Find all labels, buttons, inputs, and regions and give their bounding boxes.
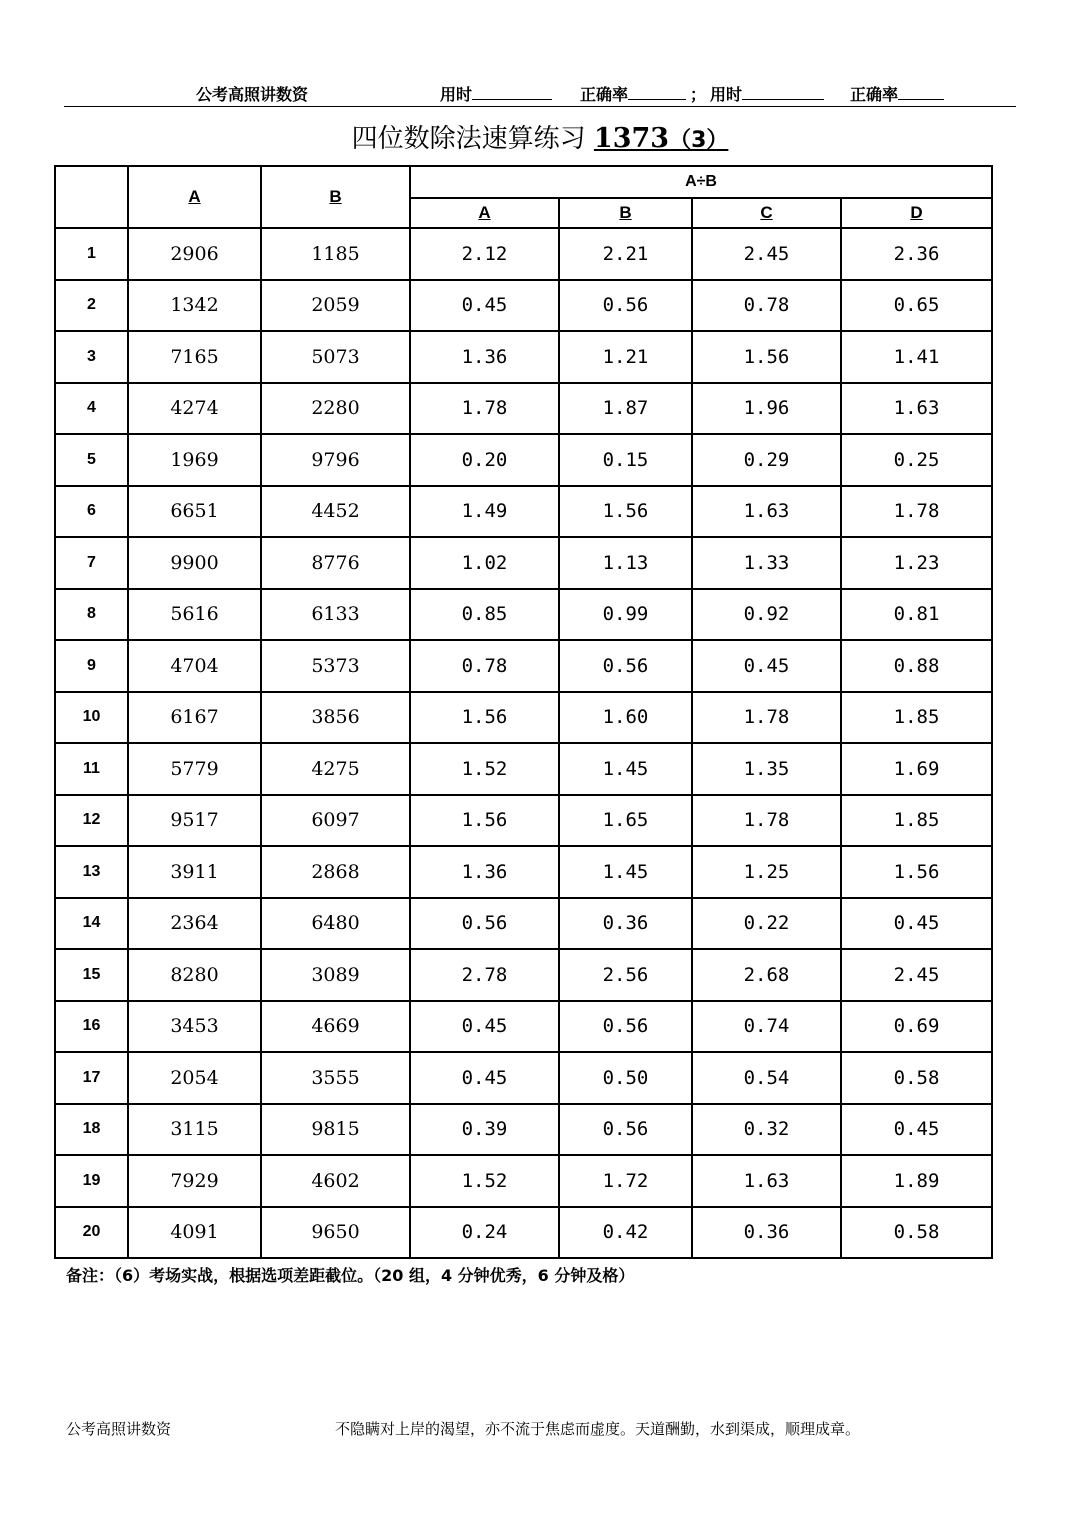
divisor-cell: 4452: [261, 486, 410, 538]
option-a-cell: 0.56: [410, 898, 559, 950]
row-index: 5: [55, 434, 128, 486]
time-label-2: 用时: [710, 85, 743, 104]
option-c-cell: 1.25: [692, 846, 841, 898]
divisor-cell: 9650: [261, 1207, 410, 1259]
table-row: [55, 1207, 992, 1259]
option-a-cell: 1.56: [410, 692, 559, 744]
option-a-cell: 1.52: [410, 1155, 559, 1207]
time-label-1: 用时: [440, 85, 473, 104]
title-number: 1373: [593, 123, 670, 154]
row-index: 4: [55, 383, 128, 435]
dividend-cell: 9900: [128, 537, 261, 589]
divisor-cell: 6133: [261, 589, 410, 641]
option-b-cell: 0.56: [559, 1001, 692, 1053]
page-title: [0, 118, 1080, 155]
exercise-table: [54, 165, 993, 1259]
dividend-cell: 6651: [128, 486, 261, 538]
row-index: 19: [55, 1155, 128, 1207]
row-index: 6: [55, 486, 128, 538]
option-c-cell: 0.74: [692, 1001, 841, 1053]
divisor-cell: 4275: [261, 743, 410, 795]
dividend-cell: 5779: [128, 743, 261, 795]
option-d-cell: 0.65: [841, 280, 992, 332]
divisor-cell: 2868: [261, 846, 410, 898]
divisor-cell: 3555: [261, 1052, 410, 1104]
row-index: 9: [55, 640, 128, 692]
option-a-cell: 0.45: [410, 280, 559, 332]
option-b-cell: 0.56: [559, 640, 692, 692]
option-d-cell: 0.88: [841, 640, 992, 692]
option-c-cell: 1.33: [692, 537, 841, 589]
option-b-header: B: [559, 198, 692, 228]
option-a-header: A: [410, 198, 559, 228]
dividend-cell: 3115: [128, 1104, 261, 1156]
table-row: [55, 640, 992, 692]
column-a-header: A: [128, 166, 261, 228]
divisor-cell: 3089: [261, 949, 410, 1001]
option-d-header: D: [841, 198, 992, 228]
option-a-cell: 1.36: [410, 846, 559, 898]
option-d-cell: 2.36: [841, 228, 992, 280]
option-c-header: C: [692, 198, 841, 228]
title-text: 四位数除法速算练习: [351, 124, 586, 154]
dividend-cell: 8280: [128, 949, 261, 1001]
table-row: [55, 280, 992, 332]
option-c-cell: 2.68: [692, 949, 841, 1001]
table-row: [55, 537, 992, 589]
accuracy-field-1: [580, 82, 686, 105]
option-c-cell: 0.92: [692, 589, 841, 641]
time-field-2: [710, 82, 824, 105]
option-a-cell: 2.12: [410, 228, 559, 280]
option-b-cell: 1.60: [559, 692, 692, 744]
table-row: [55, 331, 992, 383]
row-index: 2: [55, 280, 128, 332]
option-b-cell: 1.45: [559, 846, 692, 898]
option-c-cell: 1.63: [692, 1155, 841, 1207]
option-c-cell: 1.78: [692, 692, 841, 744]
option-b-cell: 1.87: [559, 383, 692, 435]
divisor-cell: 4669: [261, 1001, 410, 1053]
divisor-cell: 4602: [261, 1155, 410, 1207]
option-c-cell: 0.32: [692, 1104, 841, 1156]
option-b-cell: 1.45: [559, 743, 692, 795]
row-index: 10: [55, 692, 128, 744]
row-index: 12: [55, 795, 128, 847]
divisor-cell: 8776: [261, 537, 410, 589]
dividend-cell: 3911: [128, 846, 261, 898]
option-a-cell: 0.24: [410, 1207, 559, 1259]
divisor-cell: 2280: [261, 383, 410, 435]
option-a-cell: 0.85: [410, 589, 559, 641]
row-index: 18: [55, 1104, 128, 1156]
dividend-cell: 4704: [128, 640, 261, 692]
option-a-cell: 1.36: [410, 331, 559, 383]
option-c-cell: 1.96: [692, 383, 841, 435]
option-c-cell: 0.29: [692, 434, 841, 486]
option-a-cell: 0.45: [410, 1001, 559, 1053]
option-d-cell: 1.69: [841, 743, 992, 795]
option-a-cell: 1.49: [410, 486, 559, 538]
dividend-cell: 2054: [128, 1052, 261, 1104]
option-d-cell: 0.58: [841, 1052, 992, 1104]
time-blank-1: [472, 85, 552, 100]
option-c-cell: 0.36: [692, 1207, 841, 1259]
option-a-cell: 1.56: [410, 795, 559, 847]
dividend-cell: 1969: [128, 434, 261, 486]
row-index: 1: [55, 228, 128, 280]
option-d-cell: 1.56: [841, 846, 992, 898]
divisor-cell: 3856: [261, 692, 410, 744]
option-a-cell: 1.52: [410, 743, 559, 795]
option-d-cell: 0.58: [841, 1207, 992, 1259]
option-b-cell: 1.65: [559, 795, 692, 847]
row-index: 13: [55, 846, 128, 898]
accuracy-field-2: [850, 82, 944, 105]
accuracy-blank-1: [628, 85, 686, 100]
option-d-cell: 0.45: [841, 898, 992, 950]
option-c-cell: 1.35: [692, 743, 841, 795]
divisor-cell: 5073: [261, 331, 410, 383]
quotient-group-header: A÷B: [410, 166, 992, 198]
divisor-cell: 9796: [261, 434, 410, 486]
option-b-cell: 0.15: [559, 434, 692, 486]
table-row: [55, 434, 992, 486]
footer-brand: 公考高照讲数资: [66, 1420, 172, 1438]
note-text: 备注：（6）考场实战，根据选项差距截位。（20 组，4 分钟优秀，6 分钟及格）: [66, 1266, 635, 1285]
table-row: [55, 1155, 992, 1207]
option-d-cell: 0.69: [841, 1001, 992, 1053]
dividend-cell: 6167: [128, 692, 261, 744]
title-suffix: （3）: [669, 128, 729, 153]
worksheet-header: [0, 78, 1080, 106]
header-divider: [64, 106, 1016, 107]
footer-motto: 不隐瞒对上岸的渴望，亦不流于焦虑而虚度。天道酬勤，水到渠成，顺理成章。: [335, 1420, 861, 1438]
index-header: [55, 166, 128, 228]
table-row: [55, 898, 992, 950]
option-b-cell: 0.56: [559, 280, 692, 332]
table-row: [55, 1104, 992, 1156]
option-d-cell: 0.25: [841, 434, 992, 486]
option-b-cell: 0.99: [559, 589, 692, 641]
row-index: 14: [55, 898, 128, 950]
divisor-cell: 1185: [261, 228, 410, 280]
table-row: [55, 486, 992, 538]
option-d-cell: 1.41: [841, 331, 992, 383]
dividend-cell: 2906: [128, 228, 261, 280]
dividend-cell: 4091: [128, 1207, 261, 1259]
option-b-cell: 0.42: [559, 1207, 692, 1259]
table-row: [55, 795, 992, 847]
table-body: [55, 228, 992, 1258]
table-row: [55, 1052, 992, 1104]
divisor-cell: 5373: [261, 640, 410, 692]
option-b-cell: 0.50: [559, 1052, 692, 1104]
table-row: [55, 743, 992, 795]
row-index: 17: [55, 1052, 128, 1104]
option-b-cell: 1.21: [559, 331, 692, 383]
option-d-cell: 1.78: [841, 486, 992, 538]
option-b-cell: 0.56: [559, 1104, 692, 1156]
dividend-cell: 4274: [128, 383, 261, 435]
dividend-cell: 3453: [128, 1001, 261, 1053]
row-index: 16: [55, 1001, 128, 1053]
option-d-cell: 1.89: [841, 1155, 992, 1207]
dividend-cell: 1342: [128, 280, 261, 332]
header-separator: ；: [690, 85, 707, 104]
accuracy-blank-2: [898, 85, 944, 100]
dividend-cell: 2364: [128, 898, 261, 950]
option-c-cell: 2.45: [692, 228, 841, 280]
option-c-cell: 0.78: [692, 280, 841, 332]
option-d-cell: 1.23: [841, 537, 992, 589]
divisor-cell: 6097: [261, 795, 410, 847]
option-b-cell: 1.13: [559, 537, 692, 589]
option-b-cell: 2.21: [559, 228, 692, 280]
row-index: 15: [55, 949, 128, 1001]
option-d-cell: 1.85: [841, 795, 992, 847]
accuracy-label-2: 正确率: [850, 85, 899, 104]
table-row: [55, 1001, 992, 1053]
row-index: 7: [55, 537, 128, 589]
option-c-cell: 1.78: [692, 795, 841, 847]
option-b-cell: 0.36: [559, 898, 692, 950]
dividend-cell: 5616: [128, 589, 261, 641]
divisor-cell: 2059: [261, 280, 410, 332]
divisor-cell: 9815: [261, 1104, 410, 1156]
column-b-header: B: [261, 166, 410, 228]
option-a-cell: 1.78: [410, 383, 559, 435]
option-d-cell: 0.81: [841, 589, 992, 641]
option-a-cell: 0.39: [410, 1104, 559, 1156]
table-row: [55, 228, 992, 280]
option-d-cell: 1.85: [841, 692, 992, 744]
row-index: 3: [55, 331, 128, 383]
divisor-cell: 6480: [261, 898, 410, 950]
dividend-cell: 7929: [128, 1155, 261, 1207]
option-d-cell: 2.45: [841, 949, 992, 1001]
option-a-cell: 0.45: [410, 1052, 559, 1104]
option-b-cell: 2.56: [559, 949, 692, 1001]
dividend-cell: 7165: [128, 331, 261, 383]
option-a-cell: 1.02: [410, 537, 559, 589]
row-index: 20: [55, 1207, 128, 1259]
table-row: [55, 589, 992, 641]
option-d-cell: 0.45: [841, 1104, 992, 1156]
table-row: [55, 383, 992, 435]
accuracy-label-1: 正确率: [580, 85, 629, 104]
option-a-cell: 2.78: [410, 949, 559, 1001]
option-b-cell: 1.56: [559, 486, 692, 538]
time-blank-2: [742, 85, 824, 100]
option-a-cell: 0.20: [410, 434, 559, 486]
option-c-cell: 0.22: [692, 898, 841, 950]
option-c-cell: 1.63: [692, 486, 841, 538]
option-d-cell: 1.63: [841, 383, 992, 435]
dividend-cell: 9517: [128, 795, 261, 847]
option-b-cell: 1.72: [559, 1155, 692, 1207]
time-field-1: [440, 82, 552, 105]
table-row: [55, 949, 992, 1001]
header-brand: 公考高照讲数资: [196, 85, 309, 104]
option-c-cell: 0.54: [692, 1052, 841, 1104]
table-row: [55, 692, 992, 744]
option-c-cell: 1.56: [692, 331, 841, 383]
row-index: 11: [55, 743, 128, 795]
row-index: 8: [55, 589, 128, 641]
option-a-cell: 0.78: [410, 640, 559, 692]
table-row: [55, 846, 992, 898]
option-c-cell: 0.45: [692, 640, 841, 692]
